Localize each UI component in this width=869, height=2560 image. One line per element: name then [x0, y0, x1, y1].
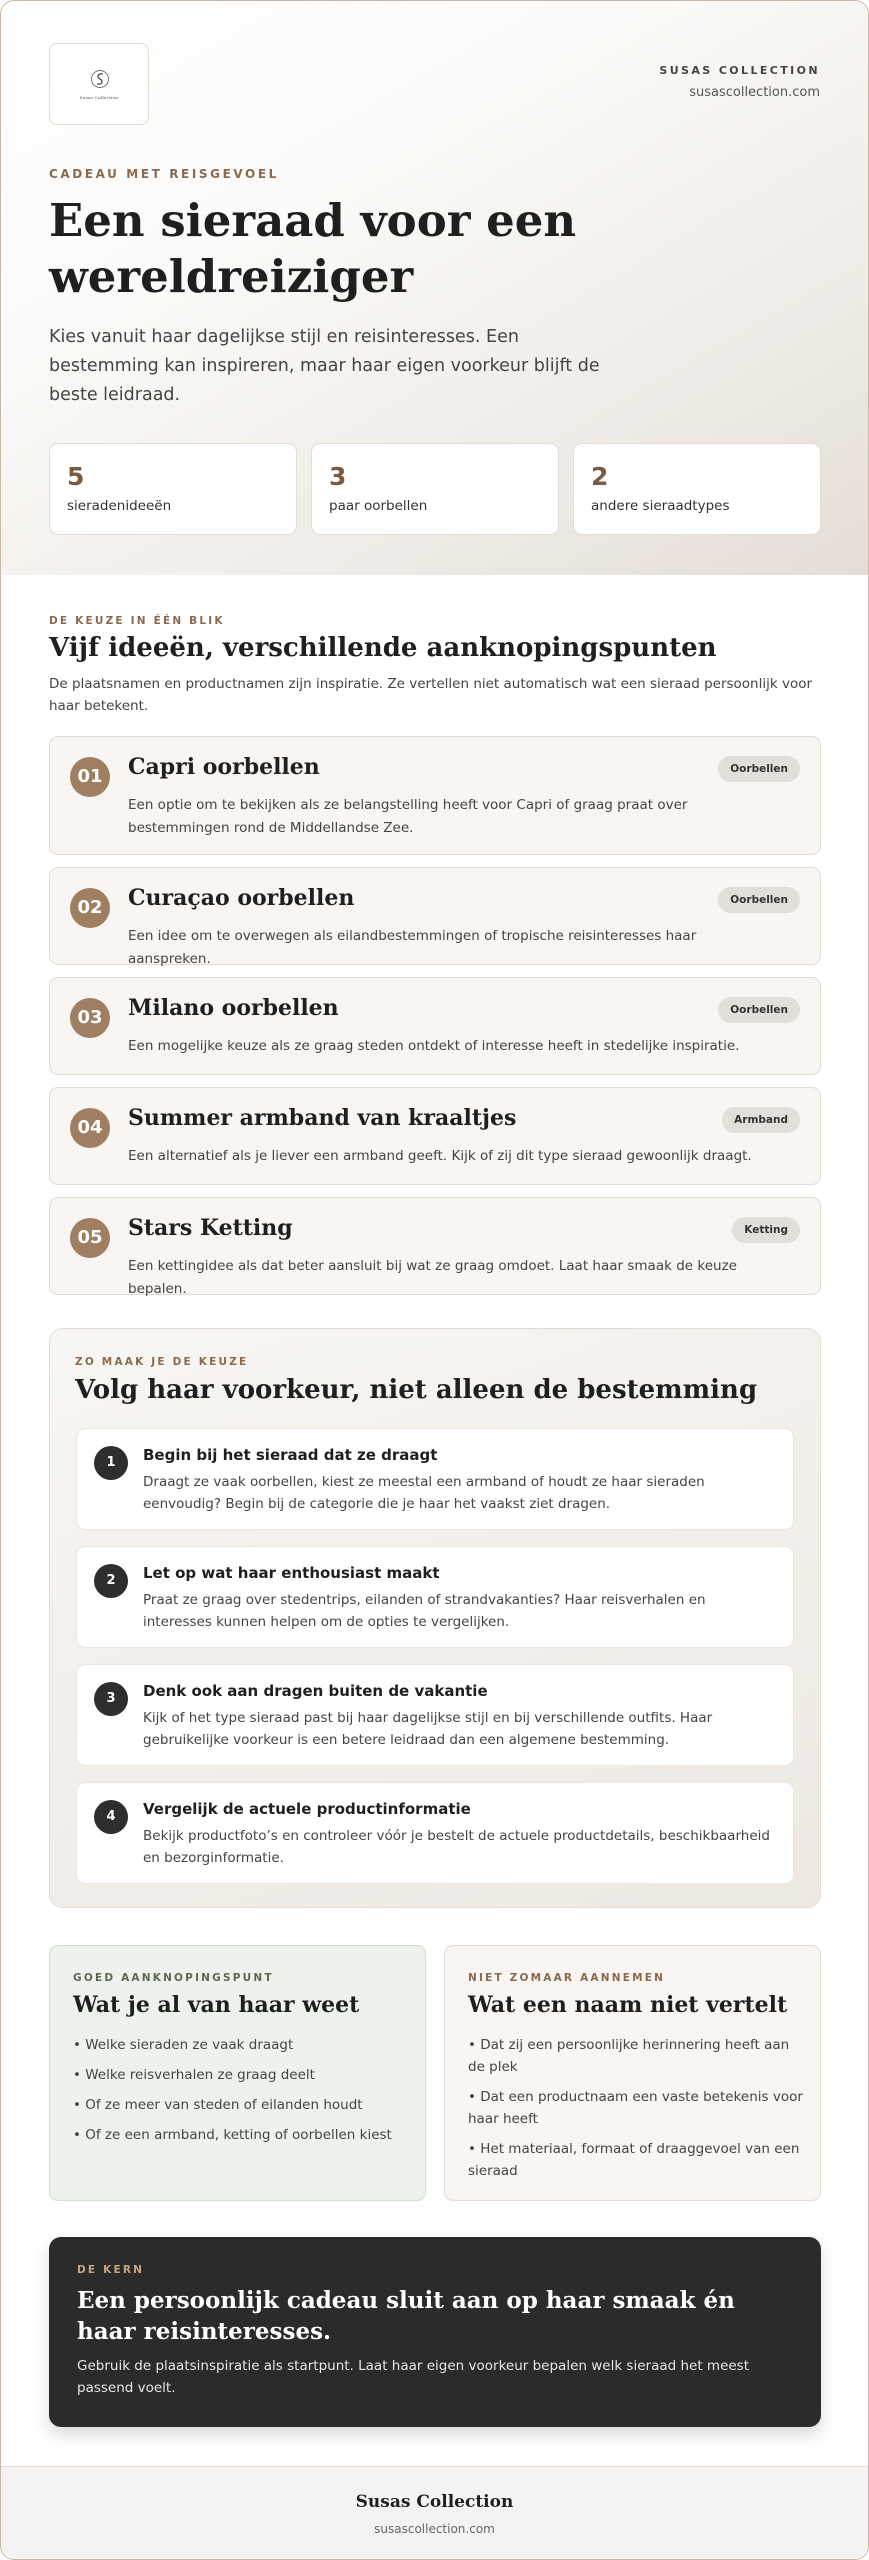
- idea-card: [49, 1087, 821, 1185]
- step-number: 1: [94, 1446, 128, 1480]
- idea-title: Milano oorbellen: [128, 995, 339, 1021]
- stat-card: [49, 443, 297, 535]
- bullet-list: [73, 2034, 408, 2154]
- hero-section: [1, 1, 868, 575]
- step-number: 2: [94, 1564, 128, 1598]
- list-item: • Welke sieraden ze vaak draagt: [73, 2037, 294, 2053]
- step-card: [76, 1546, 794, 1648]
- list-item: • Dat zij een persoonlijke herinnering heeft aan de plek: [468, 2037, 790, 2075]
- list-item: • Of ze een armband, ketting of oorbellen kiest: [73, 2127, 392, 2143]
- idea-number: 01: [70, 757, 110, 797]
- stat-label: paar oorbellen: [329, 498, 428, 514]
- stat-number: 3: [329, 462, 347, 491]
- step-description: Bekijk productfoto’s en controleer vóór je bestelt de actuele productdetails, beschikbaarheid en bezorginformatie.: [143, 1828, 770, 1866]
- stat-label: sieradenideeën: [67, 498, 172, 514]
- idea-card: [49, 1197, 821, 1295]
- step-number: 4: [94, 1800, 128, 1834]
- step-card: [76, 1782, 794, 1884]
- idea-number: 05: [70, 1218, 110, 1258]
- footer-site-link[interactable]: susascollection.com: [374, 2522, 495, 2536]
- idea-card: [49, 977, 821, 1075]
- idea-number: 04: [70, 1108, 110, 1148]
- footer: [1, 2466, 868, 2560]
- footer-brand-name: Susas Collection: [355, 2492, 514, 2512]
- idea-description: Een idee om te overwegen als eilandbestemmingen of tropische reisinteresses haar aanspreken.: [128, 928, 697, 967]
- step-description: Praat ze graag over stedentrips, eilanden of strandvakanties? Haar reisverhalen en interesses kunnen helpen om de opties te vergelijken.: [143, 1592, 706, 1630]
- steps-panel: [49, 1328, 821, 1908]
- stat-number: 5: [67, 462, 85, 491]
- idea-title: Curaçao oorbellen: [128, 885, 355, 911]
- idea-description: Een optie om te bekijken als ze belangstelling heeft voor Capri of graag praat over bestemmingen rond de Middellandse Zee.: [128, 797, 688, 836]
- step-title: Vergelijk de actuele productinformatie: [143, 1800, 471, 1818]
- list-item: • Dat een productnaam een vaste betekenis voor haar heeft: [468, 2089, 803, 2127]
- idea-title: Capri oorbellen: [128, 754, 320, 780]
- list-item: • Het materiaal, formaat of draaggevoel van een sieraad: [468, 2141, 800, 2179]
- category-badge: Ketting: [732, 1217, 800, 1243]
- idea-number: 03: [70, 998, 110, 1038]
- idea-title: Summer armband van kraaltjes: [128, 1105, 517, 1131]
- hero-eyebrow: CADEAU MET REISGEVOEL: [49, 167, 279, 181]
- step-card: [76, 1664, 794, 1766]
- step-number: 3: [94, 1682, 128, 1716]
- brand-site-link[interactable]: susascollection.com: [689, 85, 820, 100]
- key-takeaway-panel: [49, 2237, 821, 2427]
- idea-card: [49, 867, 821, 965]
- bullet-list: [468, 2034, 803, 2190]
- step-title: Begin bij het sieraad dat ze draagt: [143, 1446, 438, 1464]
- category-badge: Oorbellen: [718, 887, 800, 913]
- step-card: [76, 1428, 794, 1530]
- category-badge: Armband: [722, 1107, 800, 1133]
- step-description: Kijk of het type sieraad past bij haar dagelijkse stijl en bij verschillende outfits. Haar gebruikelijke voorkeur is een betere leidraad dan een algemene bestemming.: [143, 1710, 713, 1748]
- step-title: Let op wat haar enthousiast maakt: [143, 1564, 440, 1582]
- hero-intro: Kies vanuit haar dagelijkse stijl en reisinteresses. Een bestemming kan inspireren, maar haar eigen voorkeur blijft de beste leidraad.: [49, 327, 600, 405]
- stat-card: [573, 443, 821, 535]
- takeaway-eyebrow: DE KERN: [77, 2264, 145, 2276]
- list-item: • Welke reisverhalen ze graag deelt: [73, 2067, 315, 2083]
- step-description: Draagt ze vaak oorbellen, kiest ze meestal een armband of houdt ze haar sieraden eenvoudig? Begin bij de categorie die je haar het vaakst ziet dragen.: [143, 1474, 705, 1512]
- name-limits-card: [444, 1945, 821, 2201]
- page-title: Een sieraad voor een wereldreiziger: [49, 194, 577, 303]
- list-item: • Of ze meer van steden of eilanden houdt: [73, 2097, 363, 2113]
- takeaway-title: Een persoonlijk cadeau sluit aan op haar smaak én haar reisinteresses.: [77, 2287, 735, 2345]
- idea-description: Een alternatief als je liever een armband geeft. Kijk of zij dit type sieraad gewoonlijk draagt.: [128, 1148, 752, 1164]
- brand-name: SUSAS COLLECTION: [659, 64, 820, 77]
- known-facts-card: [49, 1945, 426, 2201]
- ideas-intro: De plaatsnamen en productnamen zijn inspiratie. Ze vertellen niet automatisch wat een sieraad persoonlijk voor haar betekent.: [49, 676, 813, 714]
- idea-description: Een kettingidee als dat beter aansluit bij wat ze graag omdoet. Laat haar smaak de keuze bepalen.: [128, 1258, 737, 1297]
- idea-number: 02: [70, 888, 110, 928]
- ideas-eyebrow: DE KEUZE IN ÉÉN BLIK: [49, 615, 225, 627]
- card-eyebrow: NIET ZOMAAR AANNEMEN: [468, 1972, 666, 1984]
- stat-card: [311, 443, 559, 535]
- stat-label: andere sieraadtypes: [591, 498, 730, 514]
- brand-logo[interactable]: [49, 43, 149, 125]
- ideas-title: Vijf ideeën, verschillende aanknopingspunten: [49, 633, 717, 663]
- idea-card: [49, 736, 821, 855]
- card-title: Wat je al van haar weet: [73, 1992, 360, 2018]
- logo-text: Susas Collection: [79, 95, 119, 100]
- card-title: Wat een naam niet vertelt: [468, 1992, 788, 2018]
- category-badge: Oorbellen: [718, 756, 800, 782]
- logo-monogram-icon: [89, 68, 111, 90]
- step-title: Denk ook aan dragen buiten de vakantie: [143, 1682, 488, 1700]
- steps-eyebrow: ZO MAAK JE DE KEUZE: [75, 1356, 249, 1368]
- idea-description: Een mogelijke keuze als ze graag steden ontdekt of interesse heeft in stedelijke inspiratie.: [128, 1038, 740, 1054]
- steps-title: Volg haar voorkeur, niet alleen de bestemming: [75, 1375, 758, 1405]
- takeaway-description: Gebruik de plaatsinspiratie als startpunt. Laat haar eigen voorkeur bepalen welk sieraad het meest passend voelt.: [77, 2358, 750, 2396]
- card-eyebrow: GOED AANKNOPINGSPUNT: [73, 1972, 274, 1984]
- idea-title: Stars Ketting: [128, 1215, 293, 1241]
- category-badge: Oorbellen: [718, 997, 800, 1023]
- stat-number: 2: [591, 462, 609, 491]
